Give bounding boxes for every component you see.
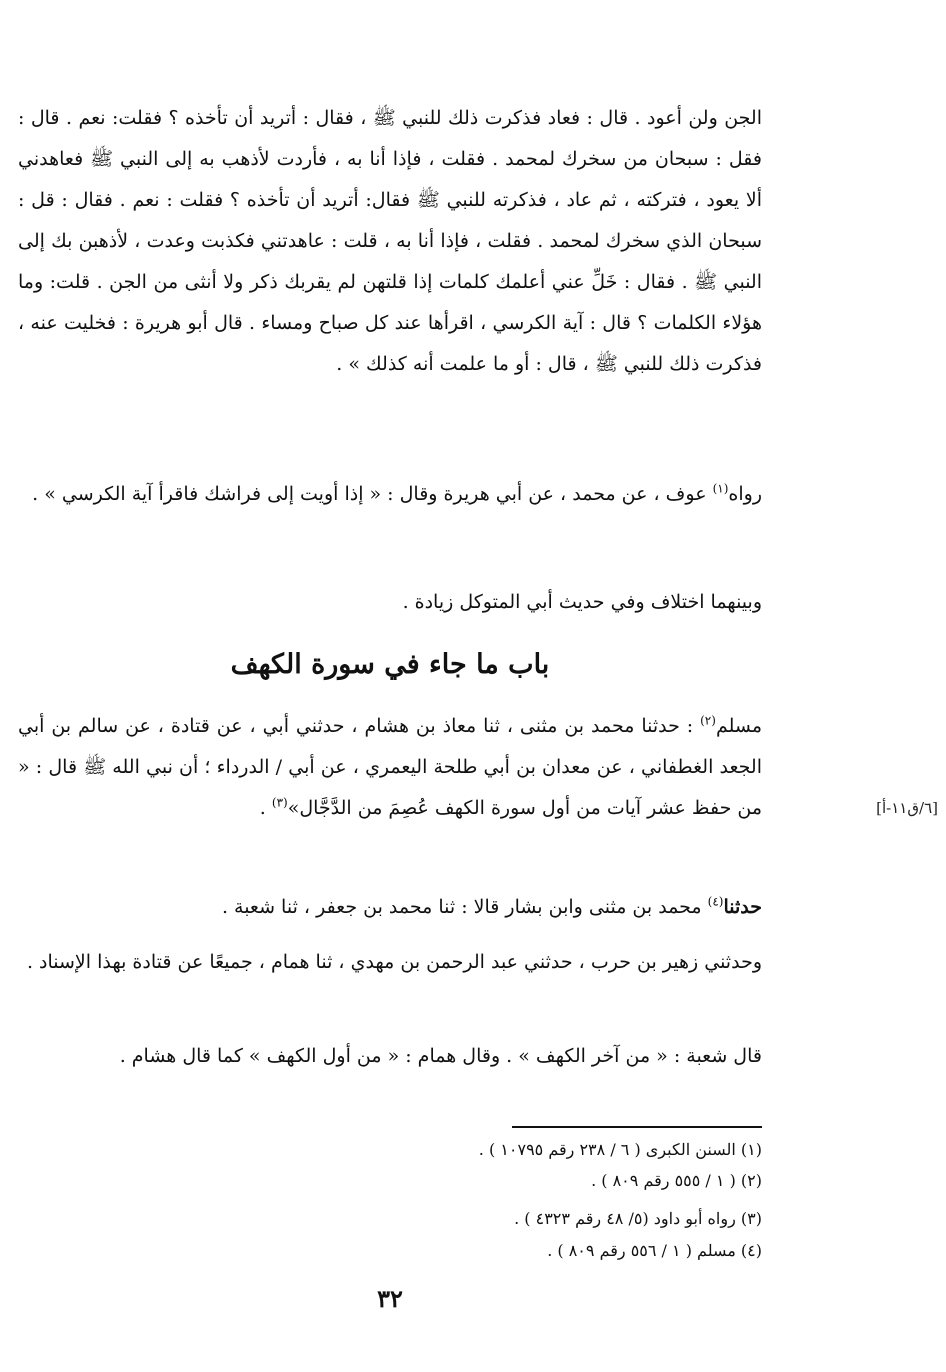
chapter-heading: باب ما جاء في سورة الكهف bbox=[230, 649, 550, 680]
narration-text: : حدثنا محمد بن مثنى ، ثنا معاذ بن هشام ، حدثني أبي ، عن قتادة ، عن سالم بن أبي الجعد الغطفاني ، عن معدان بن أبي طلحة اليعمري ، عن أبي / الدرداء ؛ أن نبي الله ﷺ قال : « من حفظ عشر آيات من أول سورة الكهف عُصِمَ من الدَّجَّال» bbox=[18, 715, 762, 819]
narration-tail: . bbox=[259, 797, 272, 819]
footnote-ref-1[interactable]: (١) bbox=[712, 481, 729, 496]
paragraph-difference-note: وبينهما اختلاف وفي حديث أبي المتوكل زيادة . bbox=[402, 591, 762, 613]
page-number: ٣٢ bbox=[377, 1284, 403, 1313]
footnote-3: (٣) رواه أبو داود (٥/ ٤٨ رقم ٤٣٢٣ ) . bbox=[514, 1209, 762, 1228]
paragraph-muslim-narration bbox=[18, 706, 762, 829]
narration-lead: رواه bbox=[728, 483, 762, 505]
footnote-ref-3[interactable]: (٣) bbox=[271, 795, 288, 810]
narration-text: عوف ، عن محمد ، عن أبي هريرة وقال : « إذا أويت إلى فراشك فاقرأ آية الكرسي » . bbox=[32, 483, 713, 505]
paragraph-variant-readings: قال شعبة : « من آخر الكهف » . وقال همام : « من أول الكهف » كما قال هشام . bbox=[119, 1045, 762, 1067]
footnote-ref-2[interactable]: (٢) bbox=[700, 713, 716, 728]
footnote-divider bbox=[512, 1126, 762, 1128]
footnote-ref-4[interactable]: (٤) bbox=[707, 894, 724, 909]
paragraph-awf-narration bbox=[18, 474, 762, 515]
paragraph-second-chain bbox=[18, 887, 762, 928]
narration-lead: مسلم bbox=[715, 715, 762, 737]
narration-text: محمد بن مثنى وابن بشار قالا : ثنا محمد بن جعفر ، ثنا شعبة . bbox=[221, 896, 708, 918]
manuscript-folio-note: [٦/ق١١-أ] bbox=[876, 799, 938, 817]
paragraph-third-chain: وحدثني زهير بن حرب ، حدثني عبد الرحمن بن مهدي ، ثنا همام ، جميعًا عن قتادة بهذا الإسناد . bbox=[26, 951, 762, 973]
paragraph-hadith-continuation: الجن ولن أعود . قال : فعاد فذكرت ذلك للنبي ﷺ ، فقال : أتريد أن تأخذه ؟ فقلت: نعم . قال : فقل : سبحان من سخرك لمحمد . فقلت ، فإذا أنا به ، فأردت لأذهب به إلى النبي ﷺ فعاهدني ألا يعود ، فتركته ، ثم عاد ، فذكرته للنبي ﷺ فقال: أتريد أن تأخذه ؟ فقلت : نعم . فقال : قل : سبحان الذي سخرك لمحمد . فقلت ، فإذا أنا به ، قلت : عاهدتني فكذبت وعدت ، لأذهبن بك إلى النبي ﷺ . فقال : خَلِّ عني أعلمك كلمات إذا قلتهن لم يقربك ذكر ولا أنثى من الجن . قلت: وما هؤلاء الكلمات ؟ قال : آية الكرسي ، اقرأها عند كل صباح ومساء . قال أبو هريرة : فخليت عنه ، فذكرت ذلك للنبي ﷺ ، قال : أو ما علمت أنه كذلك » . bbox=[18, 107, 762, 375]
footnote-4: (٤) مسلم ( ١ / ٥٥٦ رقم ٨٠٩ ) . bbox=[547, 1241, 762, 1260]
narration-lead: حدثنا bbox=[723, 896, 762, 918]
footnote-2: (٢) ( ١ / ٥٥٥ رقم ٨٠٩ ) . bbox=[591, 1171, 762, 1190]
footnote-1: (١) السنن الكبرى ( ٦ / ٢٣٨ رقم ١٠٧٩٥ ) . bbox=[478, 1140, 762, 1159]
